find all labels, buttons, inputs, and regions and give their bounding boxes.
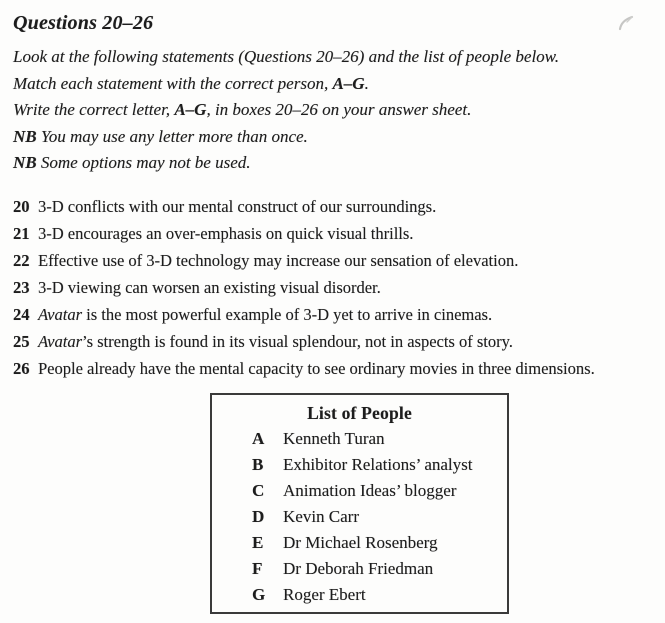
scanned-test-page xyxy=(0,11,665,623)
nb-instruction-line xyxy=(13,150,665,177)
person-row-d xyxy=(212,504,507,530)
instructions-block xyxy=(13,44,665,177)
person-letter: E xyxy=(252,533,264,552)
statement-italic-title: Avatar xyxy=(38,331,82,351)
statement-row-22 xyxy=(13,247,665,274)
instruction-text-after: , in boxes 20–26 on your answer sheet. xyxy=(206,100,472,119)
person-letter: B xyxy=(252,455,264,474)
statement-body: ’s strength is found in its visual splendour, not in aspects of story. xyxy=(82,331,513,351)
person-name: Kenneth Turan xyxy=(283,429,385,448)
person-row-g xyxy=(212,582,507,608)
nb-label: NB xyxy=(13,126,37,146)
person-row-a xyxy=(212,426,507,452)
statement-row-23 xyxy=(13,274,665,301)
list-of-people-box xyxy=(210,393,509,614)
statement-text xyxy=(38,247,518,274)
statement-body: 3-D encourages an over-emphasis on quick visual thrills. xyxy=(38,223,414,243)
person-name: Exhibitor Relations’ analyst xyxy=(283,455,473,474)
person-row-c xyxy=(212,478,507,504)
instruction-text: Write the correct letter, xyxy=(13,100,175,119)
statement-body: 3-D conflicts with our mental construct of our surroundings. xyxy=(38,196,437,216)
nb-label: NB xyxy=(13,153,37,172)
list-box-title: List of People xyxy=(307,403,412,423)
statement-text xyxy=(38,220,413,247)
question-number: 20 xyxy=(13,196,30,216)
instruction-line xyxy=(13,44,665,71)
statement-italic-title: Avatar xyxy=(38,304,82,324)
person-row-b xyxy=(212,452,507,478)
person-letter: F xyxy=(252,559,263,578)
person-name: Dr Deborah Friedman xyxy=(283,559,434,578)
statement-text xyxy=(38,274,381,301)
statement-body: People already have the mental capacity to see ordinary movies in three dimensions. xyxy=(38,358,595,378)
person-name: Roger Ebert xyxy=(283,585,366,604)
instruction-text: Match each statement with the correct person, xyxy=(13,73,333,93)
person-letter: G xyxy=(252,585,266,604)
question-number: 24 xyxy=(13,304,30,324)
statements-list xyxy=(13,193,665,382)
instruction-text: Some options may not be used. xyxy=(36,153,251,172)
statement-text xyxy=(38,193,436,220)
instruction-text: You may use any letter more than once. xyxy=(36,126,308,146)
statement-body: is the most powerful example of 3-D yet to arrive in cinemas. xyxy=(82,304,493,324)
statement-body: Effective use of 3-D technology may increase our sensation of elevation. xyxy=(38,250,519,270)
question-number: 22 xyxy=(13,250,30,270)
statement-body: 3-D viewing can worsen an existing visual disorder. xyxy=(38,277,381,297)
instruction-text-after: . xyxy=(364,73,369,93)
statement-text xyxy=(38,355,595,382)
person-row-e xyxy=(212,530,507,556)
instruction-bold-segment: A–G xyxy=(174,100,207,119)
question-number: 25 xyxy=(13,331,30,351)
statement-row-26 xyxy=(13,355,665,382)
statement-row-20 xyxy=(13,193,665,220)
instruction-bold-segment: A–G xyxy=(332,73,365,93)
statement-row-24 xyxy=(13,301,665,328)
scan-mark-artifact xyxy=(608,13,642,47)
statement-text xyxy=(38,301,492,328)
person-letter: C xyxy=(252,481,265,500)
instruction-line xyxy=(13,97,665,124)
question-number: 23 xyxy=(13,277,30,297)
person-name: Animation Ideas’ blogger xyxy=(283,481,457,500)
person-letter: A xyxy=(252,429,265,448)
person-name: Dr Michael Rosenberg xyxy=(283,533,438,552)
person-name: Kevin Carr xyxy=(283,507,360,526)
statement-row-25 xyxy=(13,328,665,355)
instruction-line xyxy=(13,71,665,98)
person-letter: D xyxy=(252,507,265,526)
question-number: 26 xyxy=(13,358,30,378)
section-heading: Questions 20–26 xyxy=(13,12,154,34)
question-number: 21 xyxy=(13,223,30,243)
person-row-f xyxy=(212,556,507,582)
statement-row-21 xyxy=(13,220,665,247)
instruction-text: Look at the following statements (Questions 20–26) and the list of people below. xyxy=(13,47,560,66)
statement-text xyxy=(38,328,513,355)
nb-instruction-line xyxy=(13,124,665,151)
